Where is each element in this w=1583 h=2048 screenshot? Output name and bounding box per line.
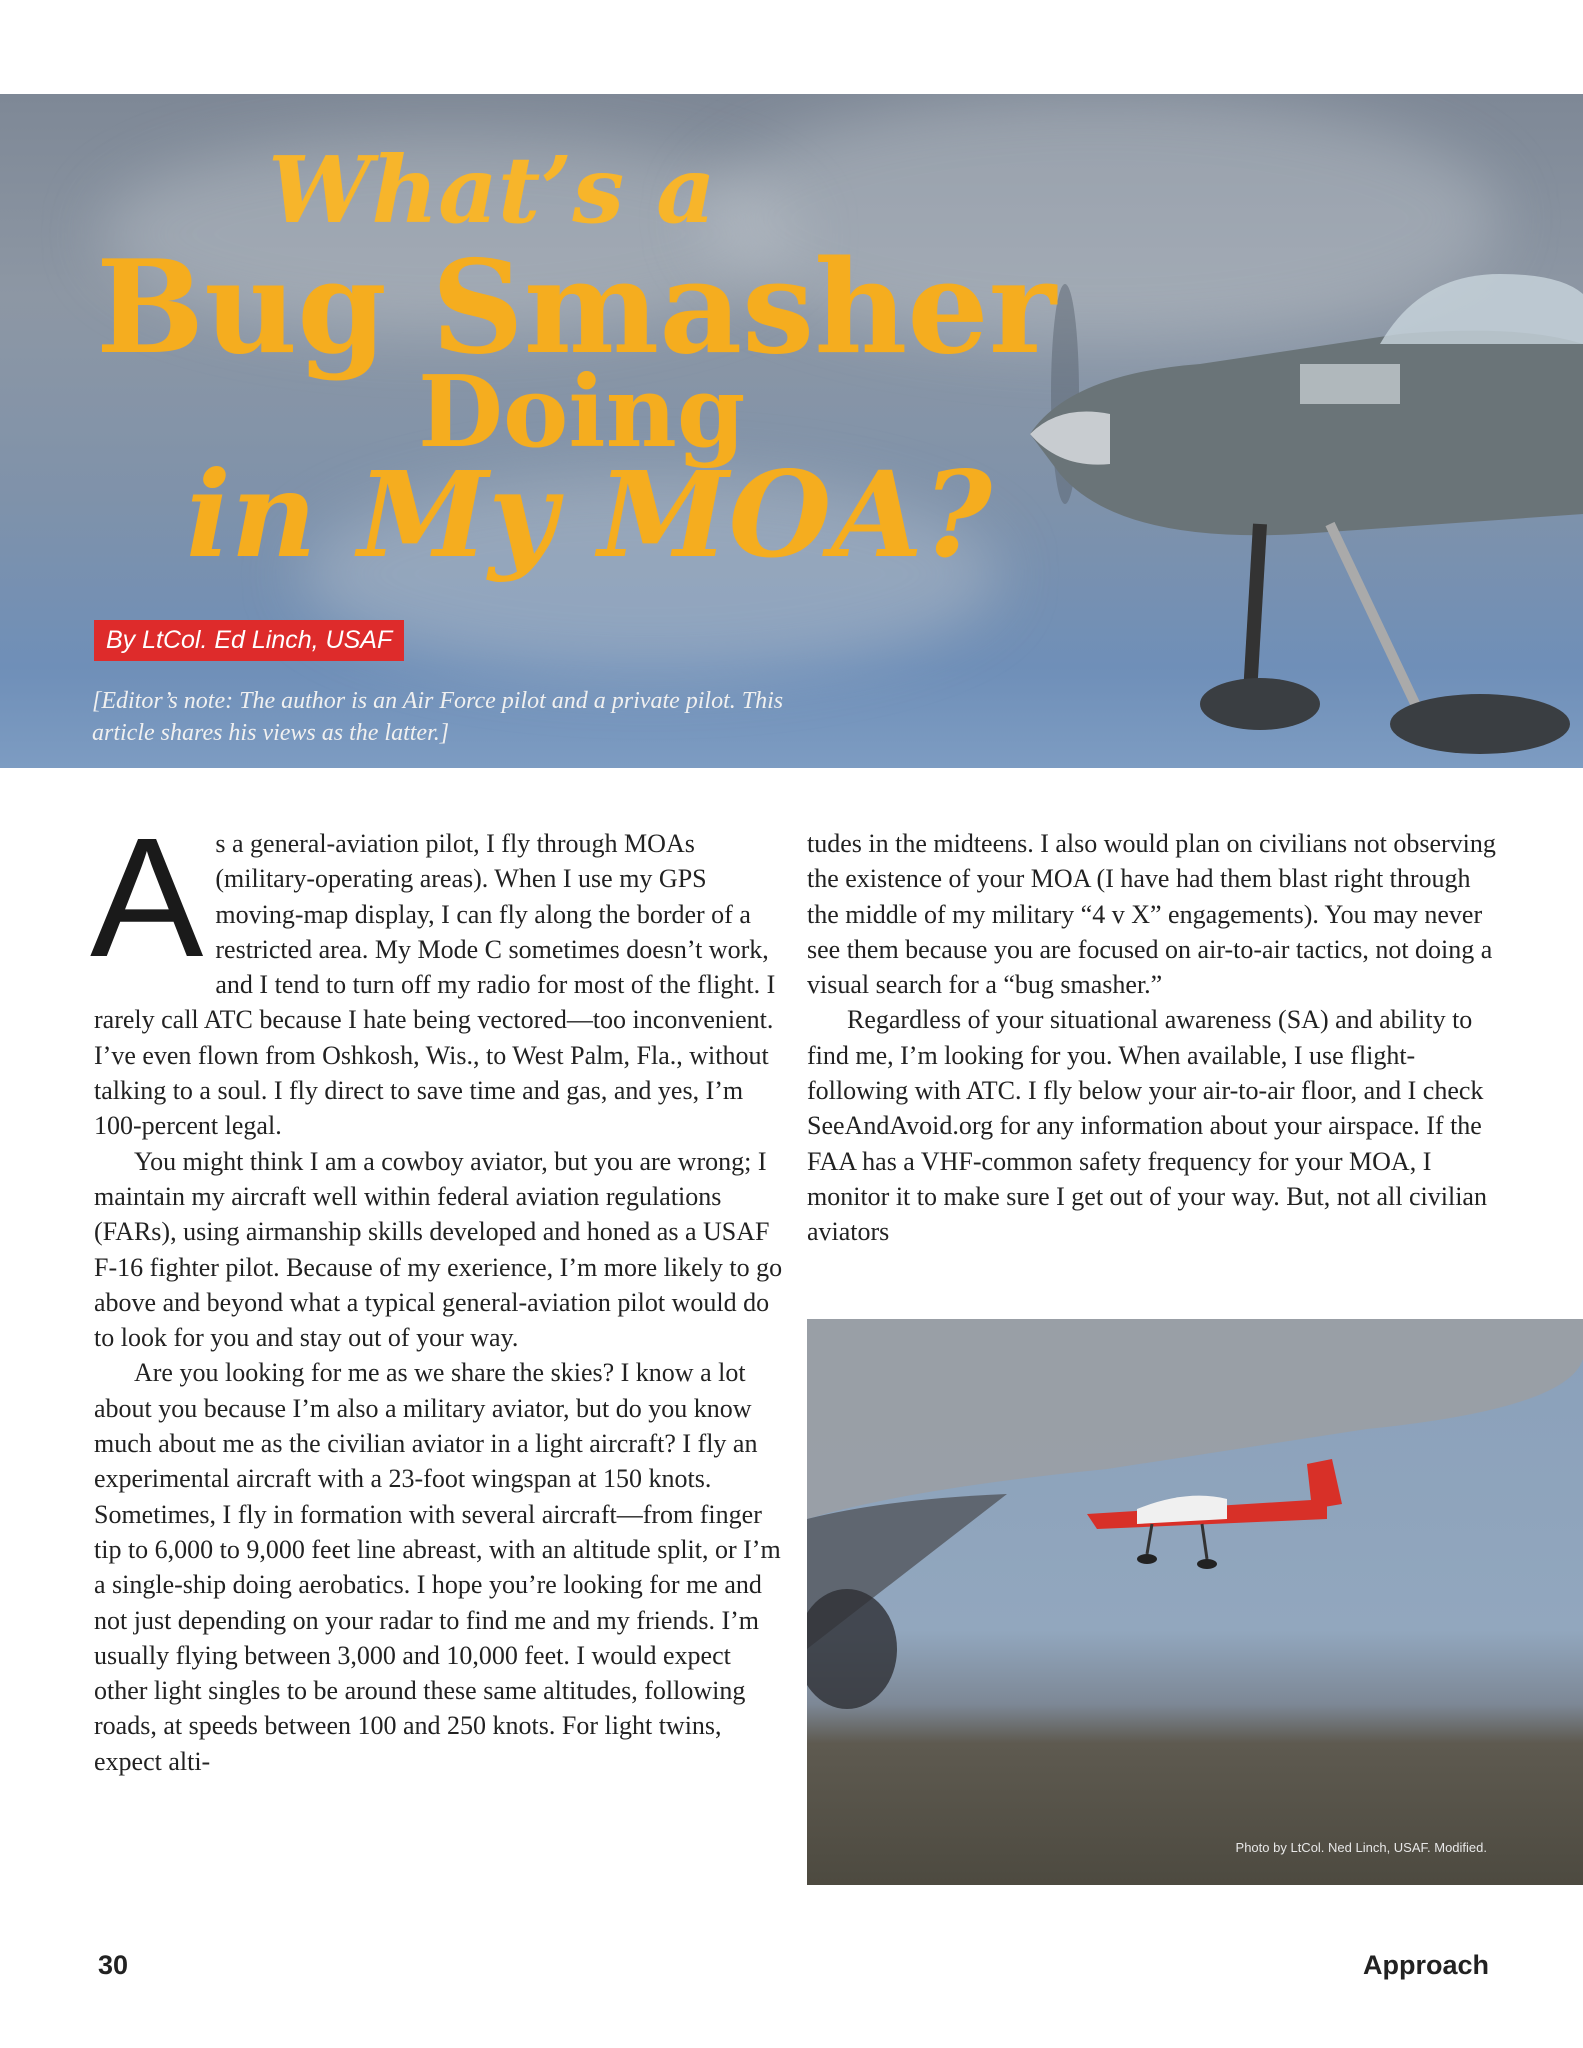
article-column-left: [90, 803, 784, 1779]
formation-photo: [807, 1319, 1583, 1885]
magazine-name: Approach: [1362, 1950, 1489, 1980]
article-paragraph: Are you looking for me as we share the skies? I know a lot about you because I’m also a military aviator, but do you know much about me as the civilian aviator in a light aircraft? I fly an experimental aircraft with a 23-foot wingspan at 150 knots. Sometimes, I fly in formation with several aircraft—from finger tip to 6,000 to 9,000 feet line abreast, with an altitude split, or I’m a single-ship doing aerobatics. I hope you’re looking for me and not just depending on your radar to find me and my friends. I’m usually flying between 3,000 and 10,000 feet. I would expect other light singles to be around these same altitudes, following roads, at speeds between 100 and 250 knots. For light twins, expect alti-: [94, 1358, 781, 1776]
drop-cap: A: [90, 803, 204, 993]
title-line-4: in My MOA?: [186, 445, 993, 584]
hero-photo: [0, 94, 1583, 768]
page-number: 30: [98, 1950, 129, 1980]
title-line-3: Doing: [418, 355, 746, 470]
title-line-1: What’s a: [268, 136, 716, 244]
title-line-2: Bug Smasher: [96, 233, 1057, 383]
article-paragraph: You might think I am a cowboy aviator, but you are wrong; I maintain my aircraft well within federal aviation regulations (FARs), using airmanship skills developed and honed as a USAF F-16 fighter pilot. Because of my exerience, I’m more likely to go above and beyond what a typical general-aviation pilot would do to look for you and stay out of your way.: [94, 1146, 783, 1353]
editors-note: [Editor’s note: The author is an Air Force pilot and a private pilot. This article shares his views as the latter.]: [92, 688, 784, 746]
photo-credit: Photo by LtCol. Ned Linch, USAF. Modified.: [1235, 1840, 1487, 1855]
aircraft-photo-illustration: [807, 1319, 1583, 1885]
airplane-illustration: [1000, 254, 1583, 768]
article-paragraph: s a general-aviation pilot, I fly through MOAs (military-operating areas). When I use my GPS moving-map display, I can fly along the border of a restricted area. My Mode C sometimes doesn’t work, and I tend to turn off my radio for most of the flight. I rarely call ATC because I hate being vectored—too inconvenient. I’ve even flown from Oshkosh, Wis., to West Palm, Fla., without talking to a soul. I fly direct to save time and gas, and yes, I’m 100-percent legal.: [94, 829, 776, 1141]
article-paragraph: tudes in the midteens. I also would plan on civilians not observing the existence of your MOA (I have had them blast right through the middle of my military “4 v X” engagements). You may never see them because you are focused on air-to-air tactics, not doing a visual search for a “bug smasher.”: [807, 829, 1496, 1000]
article-column-right: [807, 826, 1497, 1250]
article-paragraph: Regardless of your situational awareness (SA) and ability to find me, I’m looking for you. When available, I use flight-following with ATC. I fly below your air-to-air floor, and I check SeeAndAvoid.org for any information about your airspace. If the FAA has a VHF-common safety frequency for your MOA, I monitor it to make sure I get out of your way. But, not all civilian aviators: [807, 1005, 1487, 1247]
byline: By LtCol. Ed Linch, USAF: [94, 620, 404, 661]
